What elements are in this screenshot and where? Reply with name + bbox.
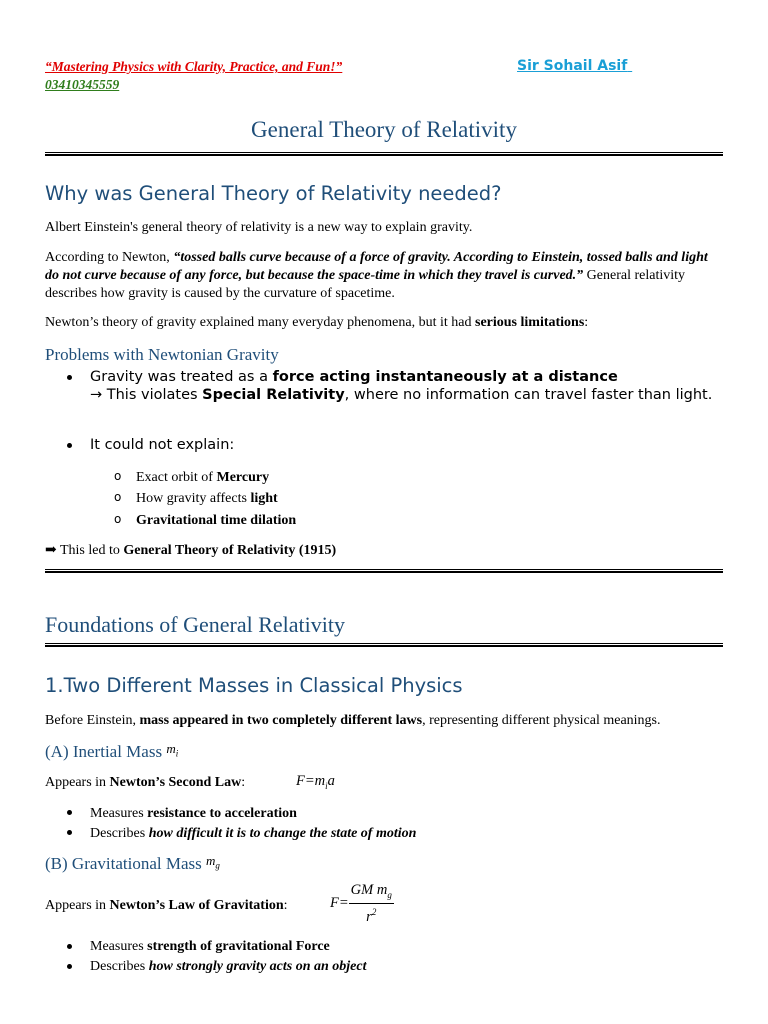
a-b2-bi: how difficult it is to change the state of motion (148, 826, 417, 841)
arrow-right-icon: ➡ (45, 543, 57, 558)
intro-suffix: , representing different physical meanings. (422, 713, 661, 728)
author-name: Sir Sohail Asif (517, 58, 628, 74)
formula-rhs: a (327, 773, 335, 789)
b-appears-bold: Newton’s Law of Gravitation (109, 898, 284, 913)
b-b2-bi: how strongly gravity acts on an object (148, 959, 367, 974)
a-appears-prefix: Appears in (45, 775, 110, 790)
sub-item-time-dilation (136, 512, 636, 530)
bullet-icon (67, 830, 72, 835)
bullet-icon (67, 964, 72, 969)
intro-bold: mass appeared in two completely different laws (139, 713, 423, 728)
list-item-difficult (90, 825, 690, 843)
section-heading-foundations: Foundations of General Relativity (45, 612, 345, 637)
fraction-denominator (349, 904, 394, 925)
paragraph-intro: Albert Einstein's general theory of relativity is a new way to explain gravity. (45, 220, 473, 235)
header-author (517, 58, 632, 74)
heading-inertial-mass (45, 742, 178, 763)
paragraph-limitations (45, 314, 725, 332)
list-item-resistance (90, 805, 690, 823)
subheading-problems: Problems with Newtonian Gravity (45, 345, 279, 364)
paragraph-before-einstein (45, 712, 725, 730)
intro-prefix: Before Einstein, (45, 713, 140, 728)
sub2-prefix: How gravity affects (136, 491, 251, 506)
list-item-instantaneous (90, 368, 730, 404)
page-title: General Theory of Relativity (251, 117, 517, 142)
inertial-mass-symbol (166, 741, 179, 759)
circle-bullet-icon: o (114, 490, 122, 504)
a-b1-bold: resistance to acceleration (147, 806, 297, 821)
paragraph-newton-einstein (45, 249, 725, 303)
bullet-icon (67, 810, 72, 815)
subheading-two-masses: 1.Two Different Masses in Classical Physics (45, 674, 463, 697)
gravitational-mass-symbol (206, 853, 220, 871)
denominator-text: r (366, 908, 372, 925)
circle-bullet-icon: o (114, 469, 122, 483)
a-appears-bold: Newton’s Second Law (109, 775, 242, 790)
list-item-strongly (90, 958, 690, 976)
gravitational-mass-label: (B) Gravitational Mass (45, 854, 202, 873)
led-bold: General Theory of Relativity (1915) (123, 543, 337, 558)
sub1-prefix: Exact orbit of (136, 470, 217, 485)
divider (45, 643, 723, 647)
bullet-icon (67, 944, 72, 949)
paragraph-second-law (45, 774, 725, 792)
formula-gravitation (330, 882, 394, 925)
sub2-bold: light (250, 491, 278, 506)
a-b2-prefix: Describes (90, 826, 149, 841)
numerator-sub: g (387, 889, 392, 900)
b-appears-prefix: Appears in (45, 898, 110, 913)
denominator-sup: 2 (371, 906, 377, 917)
bullet-icon (67, 443, 72, 448)
a-b1-prefix: Measures (90, 806, 148, 821)
p3-suffix: : (584, 315, 589, 330)
bullet-icon (67, 375, 72, 380)
symbol-sub: g (215, 860, 220, 871)
b-b1-bold: strength of gravitational Force (147, 939, 330, 954)
section-heading-why: Why was General Theory of Relativity needed? (45, 182, 502, 205)
p3-prefix: Newton’s theory of gravity explained many everyday phenomena, but it had (45, 315, 475, 330)
symbol-m: m (166, 741, 176, 756)
numerator-text: GM m (350, 882, 388, 898)
circle-bullet-icon: o (114, 512, 122, 526)
sub-item-mercury (136, 469, 636, 487)
paragraph-led-to (45, 542, 725, 560)
led-prefix: This led to (56, 543, 124, 558)
a-appears-suffix: : (241, 775, 246, 790)
b1-prefix: Gravity was treated as a (90, 369, 273, 385)
p3-bold: serious limitations (475, 315, 585, 330)
b-b1-prefix: Measures (90, 939, 148, 954)
p2-prefix: According to Newton, (45, 250, 174, 265)
sub1-bold: Mercury (216, 470, 270, 485)
list-item-strength (90, 938, 690, 956)
divider (45, 569, 723, 573)
heading-gravitational-mass (45, 854, 220, 875)
list-item-could-not-explain: It could not explain: (90, 437, 235, 453)
formula-sub: i (325, 780, 328, 791)
b-b2-prefix: Describes (90, 959, 149, 974)
b1-line2-suffix: , where no information can travel faster than light. (344, 387, 713, 403)
sub-item-light (136, 490, 636, 508)
symbol-sub: i (175, 748, 179, 759)
b1-line2-bold: Special Relativity (202, 387, 345, 403)
fraction (349, 882, 394, 925)
sub3-bold: Gravitational time dilation (136, 513, 297, 528)
fraction-numerator (349, 882, 394, 904)
b-appears-suffix: : (283, 898, 288, 913)
b1-line2-prefix: → This violates (90, 387, 203, 403)
inertial-mass-label: (A) Inertial Mass (45, 742, 163, 761)
divider (45, 152, 723, 156)
p2-quote: “tossed balls curve because of a force of gravity. According to Einstein, tossed balls and light do not curve because of any force, but because the space-time in which they travel is curved.” (45, 250, 708, 283)
formula-lhs: F=m (296, 773, 326, 789)
formula-second-law (296, 773, 335, 791)
symbol-m: m (206, 853, 216, 868)
header-phone: 03410345559 (45, 77, 120, 92)
p2-suffix: General relativity describes how gravity is caused by the curvature of spacetime. (45, 268, 685, 301)
b1-bold: force acting instantaneously at a distance (272, 369, 618, 385)
header-motto: “Mastering Physics with Clarity, Practice, and Fun!” (45, 59, 343, 74)
formula-lhs: F= (330, 894, 349, 911)
